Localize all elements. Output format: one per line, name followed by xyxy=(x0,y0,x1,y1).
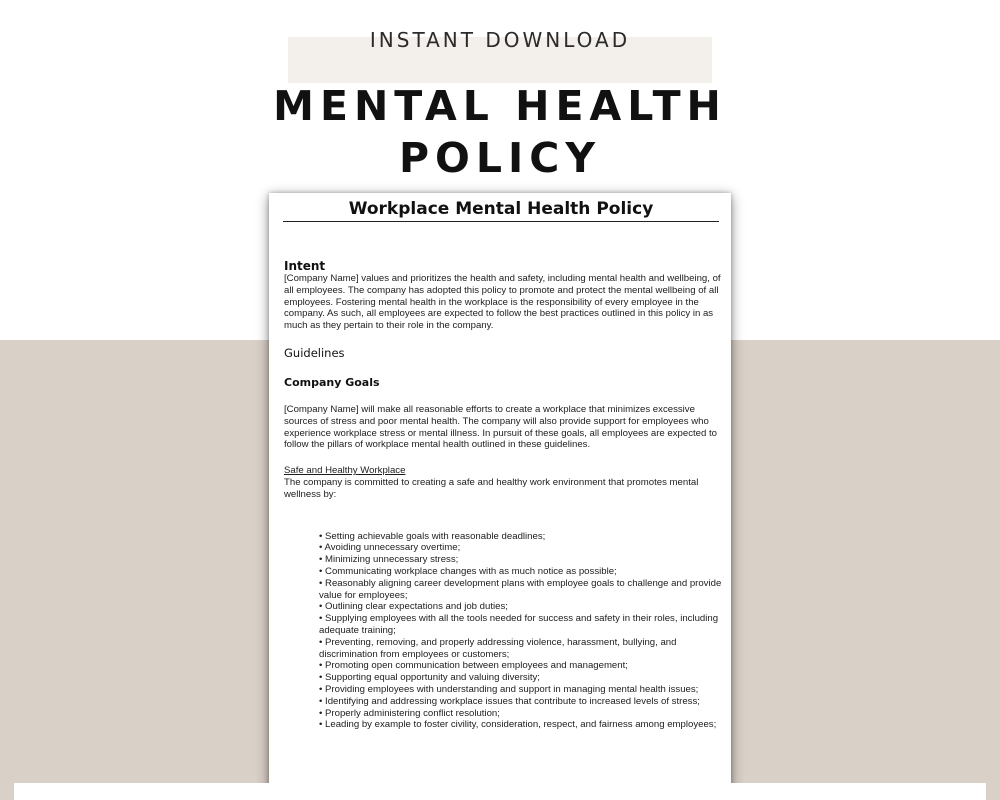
product-title xyxy=(150,80,850,184)
list-item: • Supporting equal opportunity and valuing diversity; xyxy=(319,672,540,684)
document-preview xyxy=(269,193,731,793)
intent-paragraph: [Company Name] values and prioritizes the health and safety, including mental health and wellbeing, of all employees. The company has adopted this policy to promote and protect the mental wellbeing of all employees. Fostering mental health in the workplace is the responsibility of every employee in the company. As such, all employees are expected to follow the best practices outlined in this policy in as much as they pertain to their role in the company. xyxy=(284,273,721,332)
document-body xyxy=(284,259,722,731)
safe-workplace-heading: Safe and Healthy Workplace xyxy=(284,465,406,477)
list-item: • Preventing, removing, and properly addressing violence, harassment, bullying, and discrimination from employees or customers; xyxy=(319,636,677,660)
product-title-line-1: MENTAL HEALTH xyxy=(273,82,727,130)
list-item: • Setting achievable goals with reasonable deadlines; xyxy=(319,530,546,542)
company-goals-paragraph: [Company Name] will make all reasonable efforts to create a workplace that minimizes excessive sources of stress and poor mental health. The company will also provide support for employees who experience workplace stress or mental illness. In pursuit of these goals, all employees are expected to follow the pillars of workplace mental health outlined in these guidelines. xyxy=(284,403,718,451)
list-item: • Leading by example to foster civility, consideration, respect, and fairness among employees; xyxy=(319,719,717,731)
list-item: • Supplying employees with all the tools needed for success and safety in their roles, including adequate training; xyxy=(319,613,719,636)
list-item: • Reasonably aligning career development plans with employee goals to challenge and provide value for employees; xyxy=(319,577,722,601)
list-item: • Properly administering conflict resolution; xyxy=(319,707,500,719)
instant-download-badge xyxy=(288,28,712,83)
company-goals-heading: Company Goals xyxy=(284,375,380,389)
list-item: • Providing employees with understanding and support in managing mental health issues; xyxy=(319,683,699,695)
instant-download-label: INSTANT DOWNLOAD xyxy=(369,28,631,52)
guidelines-heading: Guidelines xyxy=(284,345,345,360)
product-title-line-2: POLICY xyxy=(398,134,602,182)
list-item: • Outlining clear expectations and job duties; xyxy=(319,601,508,613)
intent-heading: Intent xyxy=(284,259,326,273)
document-title: Workplace Mental Health Policy xyxy=(283,199,719,222)
list-item: • Promoting open communication between employees and management; xyxy=(319,660,628,672)
commitments-list xyxy=(284,531,722,732)
list-item: • Identifying and addressing workplace issues that contribute to increased levels of stress; xyxy=(319,695,700,707)
list-item: • Communicating workplace changes with as much notice as possible; xyxy=(319,565,617,577)
list-item: • Minimizing unnecessary stress; xyxy=(319,554,459,566)
safe-workplace-paragraph: The company is committed to creating a safe and healthy work environment that promotes mental wellness by: xyxy=(284,476,699,500)
list-item: • Avoiding unnecessary overtime; xyxy=(319,542,461,554)
bottom-white-strip xyxy=(14,783,986,800)
